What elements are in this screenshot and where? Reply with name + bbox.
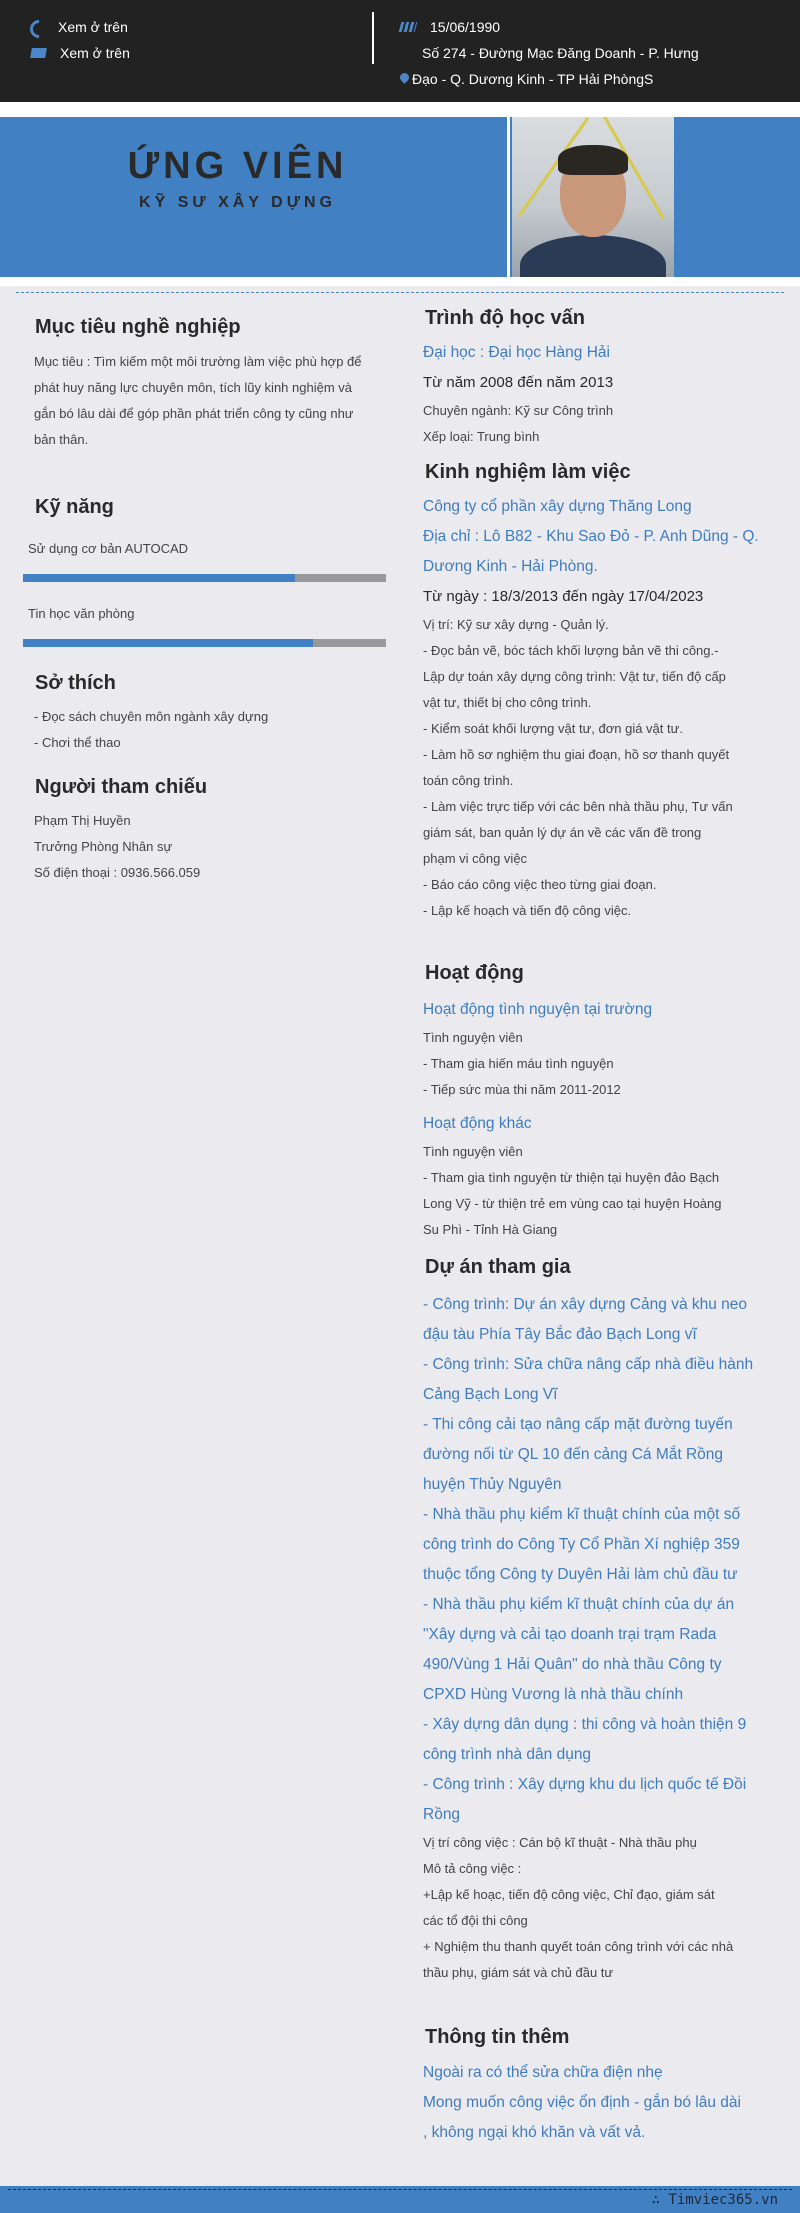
education-block (423, 338, 763, 450)
education-grade: Xếp loại: Trung bình (423, 429, 540, 444)
additional-title: Thông tin thêm (425, 2026, 570, 2048)
contact-phone: Xem ở trên (58, 19, 128, 35)
top-dashed-divider (16, 292, 784, 293)
reference-name: Phạm Thị Huyền (34, 813, 131, 828)
experience-detail: giám sát, ban quản lý dự án về các vấn đề trong (423, 825, 702, 840)
activity-line: - Tham gia hiến máu tình nguyện (423, 1056, 614, 1071)
project-line: CPXD Hùng Vương là nhà thầu chính (423, 1686, 684, 1703)
contact-birthday: 15/06/1990 (430, 19, 501, 35)
footer-brand[interactable]: ∴ Timviec365.vn (651, 2192, 778, 2208)
hobbies-list (34, 704, 268, 756)
experience-detail: Vị trí: Kỹ sư xây dựng - Quản lý. (423, 617, 609, 632)
project-detail: + Nghiệm thu thanh quyết toán công trình với các nhà (423, 1939, 734, 1954)
footer-bar (0, 2186, 800, 2213)
candidate-photo (512, 117, 674, 277)
activity-line: Tình nguyện viên (423, 1030, 523, 1045)
activity-line: - Tiếp sức mùa thi năm 2011-2012 (423, 1082, 621, 1097)
candidate-name: ỨNG VIÊN (127, 145, 348, 187)
experience-detail: - Kiểm soát khối lượng vật tư, đơn giá vật tư. (423, 721, 683, 736)
project-line: - Nhà thầu phụ kiểm kĩ thuật chính của dự án (423, 1596, 735, 1613)
contact-address-line2: Đạo - Q. Dương Kinh - TP Hải PhòngS (412, 71, 654, 87)
experience-detail: - Làm hồ sơ nghiệm thu giai đoạn, hồ sơ thanh quyết (423, 747, 730, 762)
skill-bar-office (23, 639, 386, 647)
project-line: đường nối từ QL 10 đến cảng Cá Mắt Rồng (423, 1446, 724, 1463)
experience-period: Từ ngày : 18/3/2013 đến ngày 17/04/2023 (423, 588, 704, 605)
objective-line: phát huy năng lực chuyên môn, tích lũy kinh nghiệm và (34, 380, 352, 395)
header-title-area (0, 117, 507, 277)
bottom-dashed-divider (8, 2189, 792, 2190)
project-line: huyện Thủy Nguyên (423, 1476, 562, 1493)
reference-title: Trưởng Phòng Nhân sự (34, 839, 173, 854)
projects-block (423, 1290, 768, 1986)
objective-title: Mục tiêu nghề nghiệp (35, 316, 241, 338)
project-detail: thầu phụ, giám sát và chủ đầu tư (423, 1965, 614, 1980)
experience-detail: toán công trình. (423, 773, 514, 788)
activity-line: Long Vỹ - từ thiện trẻ em vùng cao tại huyện Hoàng (423, 1196, 722, 1211)
education-period: Từ năm 2008 đến năm 2013 (423, 374, 614, 391)
activity-group-name: Hoạt động tình nguyện tại trường (423, 1001, 653, 1018)
project-detail: Mô tả công việc : (423, 1861, 522, 1876)
project-detail: các tổ đội thi công (423, 1913, 528, 1928)
objective-line: Mục tiêu : Tìm kiếm một môi trường làm việc phù hợp để (34, 354, 362, 369)
location-pin-icon (400, 70, 410, 88)
contact-address-line1: Số 274 - Đường Mạc Đăng Doanh - P. Hưng (422, 45, 699, 61)
education-title: Trình độ học vấn (425, 307, 586, 329)
skill-bar-autocad (23, 574, 386, 582)
project-detail: Vị trí công việc : Cán bộ kĩ thuật - Nhà thầu phụ (423, 1835, 697, 1850)
project-line: - Công trình: Dự án xây dựng Cảng và khu neo (423, 1296, 748, 1313)
calendar-icon (400, 18, 418, 36)
projects-title: Dự án tham gia (425, 1256, 571, 1278)
activities-block (423, 995, 768, 1243)
contact-email: Xem ở trên (60, 45, 130, 61)
project-line: thuộc tổng Công ty Duyên Hải làm chủ đầu tư (423, 1566, 738, 1583)
skill-label-office: Tin học văn phòng (28, 606, 135, 621)
photo-hair (558, 145, 628, 175)
activity-group-name: Hoạt động khác (423, 1115, 532, 1132)
mail-icon (30, 44, 48, 62)
project-line: công trình nhà dân dụng (423, 1746, 592, 1763)
reference-phone: Số điện thoại : 0936.566.059 (34, 865, 201, 880)
objective-line: gắn bó lâu dài để góp phần phát triển công ty cũng như (34, 406, 354, 421)
contact-divider (372, 12, 374, 64)
skill-label-autocad: Sử dụng cơ bản AUTOCAD (28, 541, 189, 556)
skills-title: Kỹ năng (35, 496, 114, 518)
experience-detail: - Báo cáo công việc theo từng giai đoạn. (423, 877, 657, 892)
contact-right (400, 14, 699, 92)
hobby-item: - Đọc sách chuyên môn ngành xây dựng (34, 709, 269, 724)
contact-left (28, 14, 130, 66)
project-line: Cảng Bạch Long Vĩ (423, 1386, 558, 1403)
references-title: Người tham chiếu (35, 776, 208, 798)
experience-company-address: Dương Kinh - Hải Phòng. (423, 558, 598, 575)
education-school: Đại học : Đại học Hàng Hải (423, 344, 610, 361)
project-line: - Công trình : Xây dựng khu du lịch quốc tế Đồi (423, 1776, 747, 1793)
contact-bar (0, 0, 800, 102)
education-major: Chuyên ngành: Kỹ sư Công trình (423, 403, 614, 418)
activity-line: Su Phì - Tỉnh Hà Giang (423, 1222, 558, 1237)
activity-line: Tình nguyện viên (423, 1144, 523, 1159)
candidate-position: KỸ SƯ XÂY DỰNG (139, 194, 336, 211)
objective-line: bản thân. (34, 432, 89, 447)
project-line: "Xây dựng và cải tạo doanh trại trạm Rada (423, 1626, 717, 1643)
project-line: - Công trình: Sửa chữa nâng cấp nhà điều hành (423, 1356, 754, 1373)
additional-line: Ngoài ra có thể sửa chữa điện nhẹ (423, 2064, 663, 2081)
additional-line: , không ngại khó khăn và vất vả. (423, 2124, 646, 2141)
experience-block (423, 492, 768, 924)
contact-birthday-row (400, 14, 699, 40)
project-line: - Nhà thầu phụ kiểm kĩ thuật chính của một số (423, 1506, 741, 1523)
project-line: công trình do Công Ty Cổ Phần Xí nghiệp 359 (423, 1536, 740, 1553)
skill-bar-fill (23, 639, 313, 647)
activities-title: Hoạt động (425, 962, 524, 984)
header-band (0, 117, 800, 277)
phone-icon (28, 18, 46, 36)
experience-detail: Lập dự toán xây dựng công trình: Vật tư, tiến độ cấp (423, 669, 726, 684)
contact-address-row-2 (400, 66, 699, 92)
project-line: đậu tàu Phía Tây Bắc đảo Bạch Long vĩ (423, 1326, 697, 1343)
experience-detail: vật tư, thiết bị cho công trình. (423, 695, 592, 710)
experience-detail: phạm vi công việc (423, 851, 528, 866)
contact-address-row-1 (400, 40, 699, 66)
photo-shirt (520, 235, 666, 277)
experience-company: Công ty cổ phần xây dựng Thăng Long (423, 498, 692, 515)
objective-text (34, 349, 390, 453)
experience-title: Kinh nghiệm làm việc (425, 461, 631, 483)
hobbies-title: Sở thích (35, 672, 116, 694)
activity-line: - Tham gia tình nguyện từ thiện tại huyện đảo Bạch (423, 1170, 720, 1185)
project-line: Rồng (423, 1806, 461, 1823)
hobby-item: - Chơi thể thao (34, 735, 121, 750)
project-line: - Xây dựng dân dụng : thi công và hoàn thiện 9 (423, 1716, 747, 1733)
experience-detail: - Làm việc trực tiếp với các bên nhà thầu phụ, Tư vấn (423, 799, 733, 814)
project-line: - Thi công cải tạo nâng cấp mặt đường tuyến (423, 1416, 733, 1433)
additional-block (423, 2058, 768, 2148)
additional-line: Mong muốn công việc ổn định - gắn bó lâu dài (423, 2094, 741, 2111)
main-content (0, 286, 800, 2186)
experience-detail: - Đọc bản vẽ, bóc tách khối lượng bản vẽ thi công.- (423, 643, 719, 658)
project-detail: +Lập kế hoạc, tiến độ công việc, Chỉ đạo, giám sát (423, 1887, 715, 1902)
contact-email-row (28, 40, 130, 66)
experience-company-address: Địa chỉ : Lô B82 - Khu Sao Đỏ - P. Anh Dũng - Q. (423, 528, 759, 545)
skill-bar-fill (23, 574, 295, 582)
project-line: 490/Vùng 1 Hải Quân" do nhà thầu Công ty (423, 1656, 722, 1673)
experience-detail: - Lập kế hoạch và tiến độ công việc. (423, 903, 632, 918)
references-list (34, 808, 200, 886)
contact-phone-row (28, 14, 130, 40)
